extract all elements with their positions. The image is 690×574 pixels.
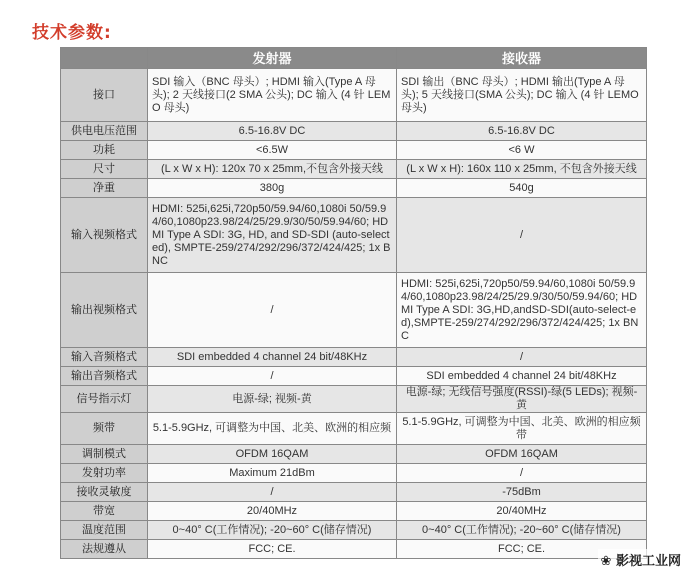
tx-value: 6.5-16.8V DC xyxy=(148,122,397,141)
rx-value: HDMI: 525i,625i,720p50/59.94/60,1080i 50/59.94/60,1080p23.98/24/25/29.9/30/50/59.94/60; HDMI Type A SDI: 3G,HD,andSD-SDI(auto-select-ed),SMPTE-259/274/292/296/372/424/425; 1x BNC xyxy=(397,273,647,348)
tx-value: FCC; CE. xyxy=(148,540,397,559)
tx-value: / xyxy=(148,273,397,348)
row-label: 温度范围 xyxy=(61,521,148,540)
row-label: 尺寸 xyxy=(61,160,148,179)
rx-value: / xyxy=(397,464,647,483)
tx-value: / xyxy=(148,367,397,386)
table-row xyxy=(61,198,647,273)
tx-value: 380g xyxy=(148,179,397,198)
row-label: 发射功率 xyxy=(61,464,148,483)
row-label: 法规遵从 xyxy=(61,540,148,559)
table-row xyxy=(61,273,647,348)
rx-value: 电源-绿; 无线信号强度(RSSI)-绿(5 LEDs); 视频-黄 xyxy=(397,386,647,413)
tx-value: OFDM 16QAM xyxy=(148,445,397,464)
table-row xyxy=(61,348,647,367)
table-row xyxy=(61,464,647,483)
rx-value: 540g xyxy=(397,179,647,198)
tx-value: 0~40° C(工作情况); -20~60° C(储存情况) xyxy=(148,521,397,540)
tx-value: / xyxy=(148,483,397,502)
camera-icon: ❀ xyxy=(600,554,612,569)
tx-value: 20/40MHz xyxy=(148,502,397,521)
tx-value: Maximum 21dBm xyxy=(148,464,397,483)
row-label: 输出音频格式 xyxy=(61,367,148,386)
table-row xyxy=(61,179,647,198)
row-label: 输入视频格式 xyxy=(61,198,148,273)
tx-value: SDI embedded 4 channel 24 bit/48KHz xyxy=(148,348,397,367)
row-label: 接收灵敏度 xyxy=(61,483,148,502)
table-row xyxy=(61,386,647,413)
rx-value: SDI embedded 4 channel 24 bit/48KHz xyxy=(397,367,647,386)
row-label: 输出视频格式 xyxy=(61,273,148,348)
row-label: 净重 xyxy=(61,179,148,198)
table-row xyxy=(61,69,647,122)
header-transmitter: 发射器 xyxy=(148,48,397,69)
tx-value: <6.5W xyxy=(148,141,397,160)
site-watermark xyxy=(598,549,684,570)
rx-value: 20/40MHz xyxy=(397,502,647,521)
rx-value: / xyxy=(397,198,647,273)
table-row xyxy=(61,160,647,179)
rx-value: OFDM 16QAM xyxy=(397,445,647,464)
row-label: 带宽 xyxy=(61,502,148,521)
rx-value: (L x W x H): 160x 110 x 25mm, 不包含外接天线 xyxy=(397,160,647,179)
watermark-text: 影视工业网 xyxy=(615,554,681,569)
row-label: 频带 xyxy=(61,413,148,445)
row-label: 输入音频格式 xyxy=(61,348,148,367)
table-row xyxy=(61,521,647,540)
row-label: 调制模式 xyxy=(61,445,148,464)
table-header-row xyxy=(61,48,647,69)
table-row xyxy=(61,483,647,502)
table-row xyxy=(61,502,647,521)
rx-value: 0~40° C(工作情况); -20~60° C(储存情况) xyxy=(397,521,647,540)
row-label: 接口 xyxy=(61,69,148,122)
row-label: 信号指示灯 xyxy=(61,386,148,413)
row-label: 功耗 xyxy=(61,141,148,160)
rx-value: <6 W xyxy=(397,141,647,160)
spec-table xyxy=(60,47,647,559)
rx-value: FCC; CE. xyxy=(397,540,647,559)
table-row xyxy=(61,413,647,445)
row-label: 供电电压范围 xyxy=(61,122,148,141)
table-row xyxy=(61,367,647,386)
table-row xyxy=(61,122,647,141)
table-row xyxy=(61,540,647,559)
rx-value: 5.1-5.9GHz, 可调整为中国、北美、欧洲的相应频带 xyxy=(397,413,647,445)
table-row xyxy=(61,445,647,464)
tx-value: 电源-绿; 视频-黄 xyxy=(148,386,397,413)
table-row xyxy=(61,141,647,160)
rx-value: / xyxy=(397,348,647,367)
tx-value: SDI 输入（BNC 母头）; HDMI 输入(Type A 母头); 2 天线接口(2 SMA 公头); DC 输入 (4 针 LEMO 母头) xyxy=(148,69,397,122)
tx-value: 5.1-5.9GHz, 可调整为中国、北美、欧洲的相应频 xyxy=(148,413,397,445)
tx-value: HDMI: 525i,625i,720p50/59.94/60,1080i 50/59.94/60,1080p23.98/24/25/29.9/30/50/59.94/60; HDMI Type A SDI: 3G, HD, and SD-SDI (auto-selected), SMPTE-259/274/292/296/372/424/425; 1x BNC xyxy=(148,198,397,273)
rx-value: -75dBm xyxy=(397,483,647,502)
rx-value: SDI 输出（BNC 母头）; HDMI 输出(Type A 母头); 5 天线接口(SMA 公头); DC 输入 (4 针 LEMO 母头) xyxy=(397,69,647,122)
tx-value: (L x W x H): 120x 70 x 25mm,不包含外接天线 xyxy=(148,160,397,179)
header-corner xyxy=(61,48,148,69)
header-receiver: 接收器 xyxy=(397,48,647,69)
rx-value: 6.5-16.8V DC xyxy=(397,122,647,141)
page-title: 技术参数: xyxy=(32,23,112,43)
